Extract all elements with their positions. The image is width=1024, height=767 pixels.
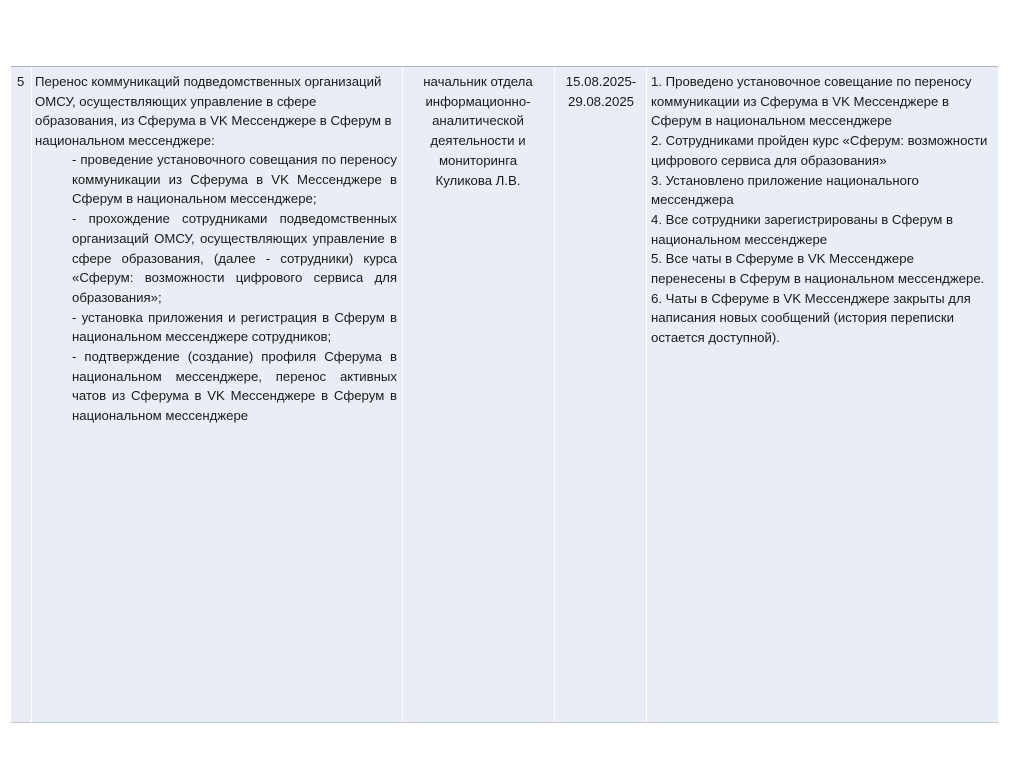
number-cell (11, 67, 32, 722)
task-subitem: - установка приложения и регистрация в Сферум в национальном мессенджере сотрудников; (72, 309, 397, 345)
results-list (651, 72, 991, 348)
row-number: 5 (17, 74, 25, 89)
task-subitem: - подтверждение (создание) профиля Сферума в национальном мессенджере, перенос активных чатов из Сферума в VK Мессенджере в Сферум в национальном мессенджере (72, 349, 397, 424)
period-dates: 15.08.2025-29.08.2025 (565, 74, 637, 109)
result-item: 2. Сотрудниками пройден курс «Сферум: возможности цифрового сервиса для образования» (651, 133, 988, 168)
task-subitems (72, 150, 397, 426)
task-subitem: - проведение установочного совещания по переносу коммуникации из Сферума в VK Мессенджере в Сферум в национальном мессенджере; (72, 152, 397, 207)
result-item: 3. Установлено приложение национального мессенджера (651, 172, 919, 208)
task-cell (32, 67, 403, 722)
result-item: 1. Проведено установочное совещание по переносу коммуникации из Сферума в VK Мессенджере в Сферум в национальном мессенджере (651, 74, 972, 129)
task-subitem: - прохождение сотрудниками подведомственных организаций ОМСУ, осуществляющих управление в сфере образования, (далее - сотрудники) курса «Сферум: возможности цифрового сервиса для образования»; (72, 211, 397, 305)
result-item: 5. Все чаты в Сферуме в VK Мессенджере перенесены в Сферум в национальном мессенджере. (651, 251, 985, 287)
responsible-cell (403, 67, 555, 722)
result-item: 6. Чаты в Сферуме в VK Мессенджере закрыты для написания новых сообщений (история переписки остается доступной). (651, 290, 971, 346)
task-heading: Перенос коммуникаций подведомственных организаций ОМСУ, осуществляющих управление в сфере образования, из Сферума в VK Мессенджере в Сферум в национальном мессенджере: (35, 74, 392, 149)
responsible-person: начальник отдела информационно-аналитической деятельности и мониторинга Куликова Л.В. (423, 74, 533, 188)
plan-table (11, 66, 998, 723)
result-item: 4. Все сотрудники зарегистрированы в Сферум в национальном мессенджере (651, 211, 953, 247)
results-cell (647, 67, 998, 722)
period-cell (555, 67, 647, 722)
